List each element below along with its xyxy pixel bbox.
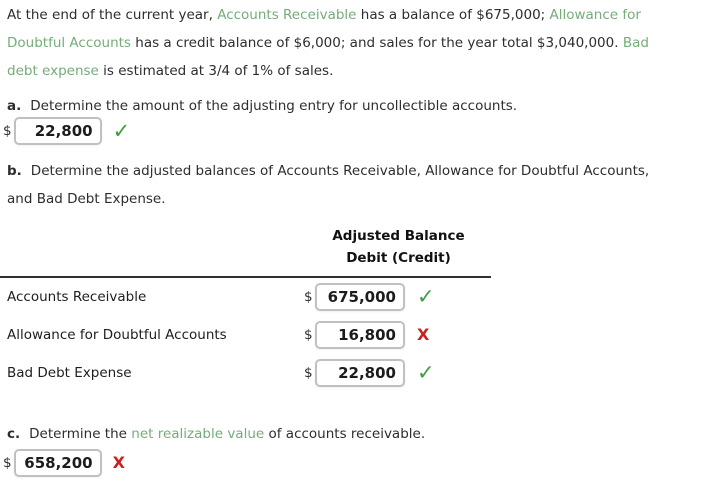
dollar-sign: $ (3, 455, 12, 471)
problem-line-3 (7, 57, 719, 85)
part-b-question-text: Determine the adjusted balances of Accounts Receivable, Allowance for Doubtful Accounts, (30, 163, 650, 179)
incorrect-x-icon: X (417, 325, 430, 344)
problem-line-2 (7, 29, 719, 57)
table-row-allowance-for-doubtful-accounts (0, 320, 460, 350)
part-c-incorrect-x-icon: X (112, 453, 125, 472)
part-c-heading (7, 424, 425, 444)
part-b-heading (7, 157, 649, 213)
part-b-heading-line-1 (7, 157, 649, 185)
term-link-net-realizable-value[interactable]: net realizable value (131, 426, 265, 442)
part-b-heading-line-2 (7, 185, 649, 213)
problem-text: has a balance of $675,000; (356, 7, 550, 23)
part-a-question-text: Determine the amount of the adjusting entry for uncollectible accounts. (30, 98, 518, 114)
table-row-bad-debt-expense (0, 358, 460, 388)
bad-debt-expense-answer-input[interactable] (315, 359, 405, 387)
correct-check-icon: ✓ (417, 284, 435, 309)
part-c-answer-row (3, 448, 125, 478)
dollar-sign: $ (304, 365, 313, 381)
term-link-bad-debt-expense[interactable]: Bad (622, 35, 649, 51)
row-label: Bad Debt Expense (7, 365, 132, 381)
part-a-correct-check-icon: ✓ (112, 118, 131, 143)
table-column-header (308, 225, 489, 269)
part-a-answer-row (3, 116, 130, 146)
term-link-bad-debt-expense[interactable]: debt expense (7, 63, 99, 79)
table-header-rule (0, 276, 491, 278)
problem-text: is estimated at 3/4 of 1% of sales. (98, 63, 334, 79)
term-link-allowance-for-doubtful-accounts[interactable]: Allowance for (549, 7, 641, 23)
part-b-label: b. (7, 163, 22, 179)
term-link-allowance-for-doubtful-accounts[interactable]: Doubtful Accounts (7, 35, 131, 51)
part-a-answer-input[interactable] (14, 117, 102, 145)
dollar-sign: $ (304, 327, 313, 343)
term-link-accounts-receivable[interactable]: Accounts Receivable (217, 7, 357, 23)
problem-line-1 (7, 1, 719, 29)
table-header-line-1: Adjusted Balance (332, 228, 465, 244)
table-row-accounts-receivable (0, 282, 460, 312)
dollar-sign: $ (304, 289, 313, 305)
correct-check-icon: ✓ (417, 360, 435, 385)
part-c-question-text: Determine the (29, 426, 132, 442)
row-label: Allowance for Doubtful Accounts (7, 327, 227, 343)
part-a-label: a. (7, 98, 22, 114)
problem-text: has a credit balance of $6,000; and sales for the year total $3,040,000. (130, 35, 623, 51)
part-c-label: c. (7, 426, 21, 442)
part-b-question-text: and Bad Debt Expense. (7, 191, 166, 207)
problem-statement (7, 1, 719, 85)
part-c-question-text: of accounts receivable. (264, 426, 426, 442)
dollar-sign: $ (3, 123, 12, 139)
allowance-answer-input[interactable] (315, 321, 405, 349)
part-c-answer-input[interactable] (14, 449, 102, 477)
table-header-line-2: Debit (Credit) (346, 250, 451, 266)
accounts-receivable-answer-input[interactable] (315, 283, 405, 311)
row-label: Accounts Receivable (7, 289, 147, 305)
part-a-heading (7, 96, 517, 116)
problem-text: At the end of the current year, (7, 7, 218, 23)
